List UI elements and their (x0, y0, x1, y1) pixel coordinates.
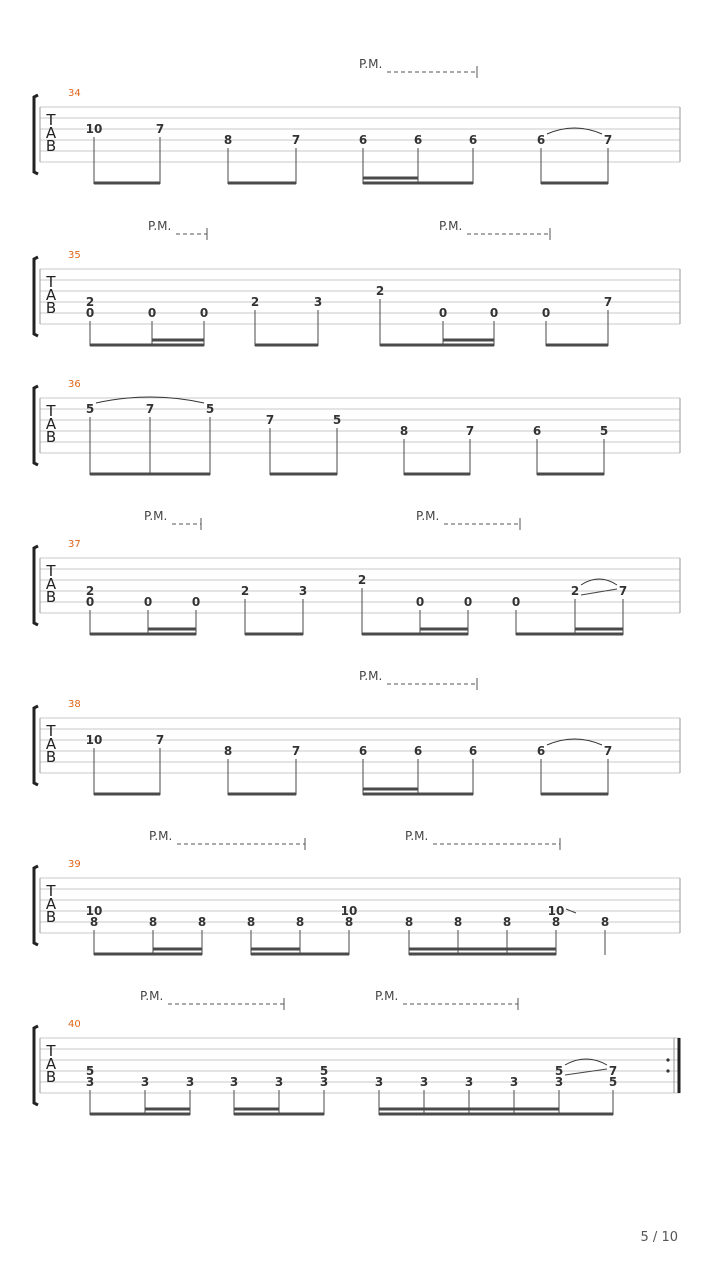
fret-number: 0 (85, 595, 95, 609)
palm-mute-label: P.M. (149, 829, 173, 843)
fret-number: 3 (185, 1075, 195, 1089)
system-bracket (34, 706, 38, 785)
tab-letter-a: A (45, 895, 57, 913)
fret-number: 2 (85, 295, 95, 309)
fret-number: 6 (468, 744, 478, 758)
tab-letter-b: B (45, 588, 57, 606)
palm-mute-label: P.M. (148, 219, 172, 233)
tab-letter-b: B (45, 137, 57, 155)
measure-number: 37 (68, 539, 81, 550)
repeat-dot (666, 1069, 669, 1072)
fret-number: 0 (85, 306, 95, 320)
fret-number: 7 (265, 413, 275, 427)
fret-number: 0 (463, 595, 473, 609)
tab-letter-b: B (45, 299, 57, 317)
palm-mute-label: P.M. (359, 57, 383, 71)
tab-letter-a: A (45, 575, 57, 593)
fret-number: 5 (85, 402, 95, 416)
fret-number: 3 (554, 1075, 564, 1089)
fret-number: 7 (603, 744, 613, 758)
fret-number: 2 (240, 584, 250, 598)
fret-number: 5 (599, 424, 609, 438)
fret-number: 2 (85, 584, 95, 598)
fret-number: 3 (419, 1075, 429, 1089)
fret-number: 6 (413, 744, 423, 758)
fret-number: 10 (340, 904, 358, 918)
fret-number: 3 (509, 1075, 519, 1089)
fret-number: 6 (536, 744, 546, 758)
tab-letter-a: A (45, 415, 57, 433)
fret-number: 8 (344, 915, 354, 929)
fret-number: 8 (295, 915, 305, 929)
fret-number: 6 (468, 133, 478, 147)
tab-letter-t: T (46, 111, 56, 129)
fret-number: 3 (298, 584, 308, 598)
fret-number: 10 (547, 904, 565, 918)
fret-number: 5 (332, 413, 342, 427)
system-37 (34, 509, 680, 635)
tab-letter-t: T (46, 1042, 56, 1060)
fret-number: 3 (274, 1075, 284, 1089)
fret-number: 8 (502, 915, 512, 929)
page-number: 5 / 10 (640, 1230, 678, 1245)
system-39 (34, 829, 680, 955)
tab-letter-t: T (46, 402, 56, 420)
palm-mute-label: P.M. (140, 989, 164, 1003)
fret-number: 2 (375, 284, 385, 298)
fret-number: 0 (511, 595, 521, 609)
fret-number: 8 (223, 744, 233, 758)
fret-number: 0 (191, 595, 201, 609)
fret-number: 6 (536, 133, 546, 147)
fret-number: 7 (465, 424, 475, 438)
measure-number: 35 (68, 250, 81, 261)
fret-number: 3 (85, 1075, 95, 1089)
measure-number: 40 (68, 1019, 81, 1030)
system-bracket (34, 1026, 38, 1105)
fret-number: 3 (229, 1075, 239, 1089)
measure-number: 39 (68, 859, 81, 870)
tab-letter-a: A (45, 286, 57, 304)
fret-number: 8 (223, 133, 233, 147)
system-bracket (34, 257, 38, 336)
system-bracket (34, 546, 38, 625)
tab-letter-t: T (46, 722, 56, 740)
measure-number: 34 (68, 88, 81, 99)
fret-number: 5 (554, 1064, 564, 1078)
palm-mute-label: P.M. (405, 829, 429, 843)
fret-number: 7 (155, 122, 165, 136)
fret-number: 3 (319, 1075, 329, 1089)
fret-number: 5 (608, 1075, 618, 1089)
system-40 (34, 989, 680, 1115)
fret-number: 8 (399, 424, 409, 438)
slide-line (581, 589, 617, 595)
measure-number: 36 (68, 379, 81, 390)
tab-letter-a: A (45, 1055, 57, 1073)
palm-mute-label: P.M. (375, 989, 399, 1003)
fret-number: 0 (147, 306, 157, 320)
system-35 (34, 219, 680, 346)
fret-number: 0 (438, 306, 448, 320)
measure-number: 38 (68, 699, 81, 710)
fret-number: 10 (85, 904, 103, 918)
tab-letter-b: B (45, 748, 57, 766)
fret-number: 5 (205, 402, 215, 416)
fret-number: 0 (143, 595, 153, 609)
palm-mute-label: P.M. (144, 509, 168, 523)
slide-line (565, 1069, 607, 1075)
palm-mute-label: P.M. (416, 509, 440, 523)
fret-number: 6 (358, 744, 368, 758)
repeat-dot (666, 1058, 669, 1061)
palm-mute-label: P.M. (359, 669, 383, 683)
fret-number: 8 (246, 915, 256, 929)
fret-number: 2 (570, 584, 580, 598)
system-bracket (34, 866, 38, 945)
fret-number: 8 (404, 915, 414, 929)
tab-letter-b: B (45, 1068, 57, 1086)
fret-number: 0 (489, 306, 499, 320)
tab-letter-a: A (45, 735, 57, 753)
tab-letter-a: A (45, 124, 57, 142)
fret-number: 10 (85, 733, 103, 747)
system-34 (34, 57, 680, 184)
fret-number: 7 (603, 133, 613, 147)
fret-number: 8 (89, 915, 99, 929)
system-bracket (34, 95, 38, 174)
fret-number: 3 (140, 1075, 150, 1089)
tab-letter-t: T (46, 562, 56, 580)
fret-number: 8 (197, 915, 207, 929)
fret-number: 8 (453, 915, 463, 929)
fret-number: 3 (374, 1075, 384, 1089)
fret-number: 0 (541, 306, 551, 320)
palm-mute-label: P.M. (439, 219, 463, 233)
fret-number: 2 (357, 573, 367, 587)
tab-letter-t: T (46, 273, 56, 291)
fret-number: 0 (199, 306, 209, 320)
fret-number: 7 (145, 402, 155, 416)
fret-number: 8 (551, 915, 561, 929)
fret-number: 6 (413, 133, 423, 147)
tab-letter-b: B (45, 428, 57, 446)
fret-number: 2 (250, 295, 260, 309)
fret-number: 6 (532, 424, 542, 438)
fret-number: 8 (148, 915, 158, 929)
tab-letter-b: B (45, 908, 57, 926)
tab-letter-t: T (46, 882, 56, 900)
fret-number: 7 (608, 1064, 618, 1078)
fret-number: 7 (291, 744, 301, 758)
fret-number: 3 (313, 295, 323, 309)
fret-number: 5 (319, 1064, 329, 1078)
fret-number: 7 (603, 295, 613, 309)
fret-number: 6 (358, 133, 368, 147)
system-38 (34, 669, 680, 795)
fret-number: 7 (291, 133, 301, 147)
system-bracket (34, 386, 38, 465)
fret-number: 10 (85, 122, 103, 136)
system-36 (34, 379, 680, 475)
fret-number: 7 (618, 584, 628, 598)
fret-number: 0 (415, 595, 425, 609)
fret-number: 5 (85, 1064, 95, 1078)
fret-number: 3 (464, 1075, 474, 1089)
fret-number: 7 (155, 733, 165, 747)
fret-number: 8 (600, 915, 610, 929)
